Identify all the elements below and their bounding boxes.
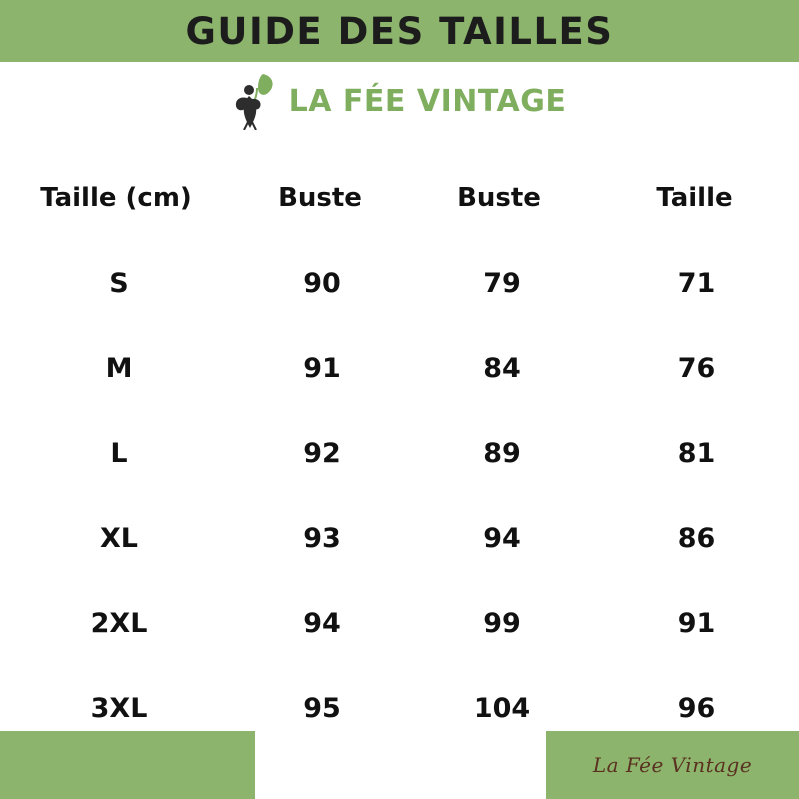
column-header-size: Taille (cm) [40, 183, 192, 213]
table-row [0, 411, 799, 496]
cell-waist: 86 [677, 523, 716, 554]
cell-size: S [109, 268, 129, 299]
table-row [0, 241, 799, 326]
table-row [0, 581, 799, 666]
table-row [0, 496, 799, 581]
cell-size: 2XL [90, 608, 148, 639]
cell-bust-2: 99 [483, 608, 521, 639]
cell-bust-2: 84 [483, 353, 521, 384]
cell-waist: 81 [677, 438, 716, 469]
table-header-row [0, 155, 799, 241]
cell-bust-2: 79 [483, 268, 521, 299]
cell-bust-2: 104 [473, 693, 531, 724]
column-header-bust-2: Buste [457, 183, 541, 213]
cell-bust-2: 89 [483, 438, 521, 469]
footer-block-left [0, 731, 255, 799]
brand-name: LA FÉE VINTAGE [288, 83, 567, 119]
cell-bust-1: 93 [303, 523, 341, 554]
cell-size: L [110, 438, 128, 469]
header-band [0, 0, 799, 62]
brand-row [0, 62, 799, 140]
cell-waist: 91 [677, 608, 716, 639]
cell-bust-2: 94 [483, 523, 521, 554]
cell-bust-1: 90 [303, 268, 341, 299]
cell-size: XL [99, 523, 139, 554]
cell-bust-1: 95 [303, 693, 341, 724]
table-header [0, 155, 799, 241]
cell-size: M [105, 353, 133, 384]
cell-waist: 96 [677, 693, 716, 724]
page-title: GUIDE DES TAILLES [185, 9, 614, 53]
fairy-icon [233, 72, 279, 130]
column-header-bust-1: Buste [278, 183, 362, 213]
footer-signature: La Fée Vintage [592, 753, 753, 777]
cell-bust-1: 91 [303, 353, 341, 384]
table-body [0, 241, 799, 751]
cell-waist: 71 [677, 268, 716, 299]
size-table [0, 155, 799, 751]
cell-bust-1: 94 [303, 608, 341, 639]
footer-block-right [546, 731, 799, 799]
cell-size: 3XL [90, 693, 148, 724]
cell-waist: 76 [677, 353, 716, 384]
table-row [0, 326, 799, 411]
cell-bust-1: 92 [303, 438, 341, 469]
column-header-waist: Taille [656, 183, 733, 213]
